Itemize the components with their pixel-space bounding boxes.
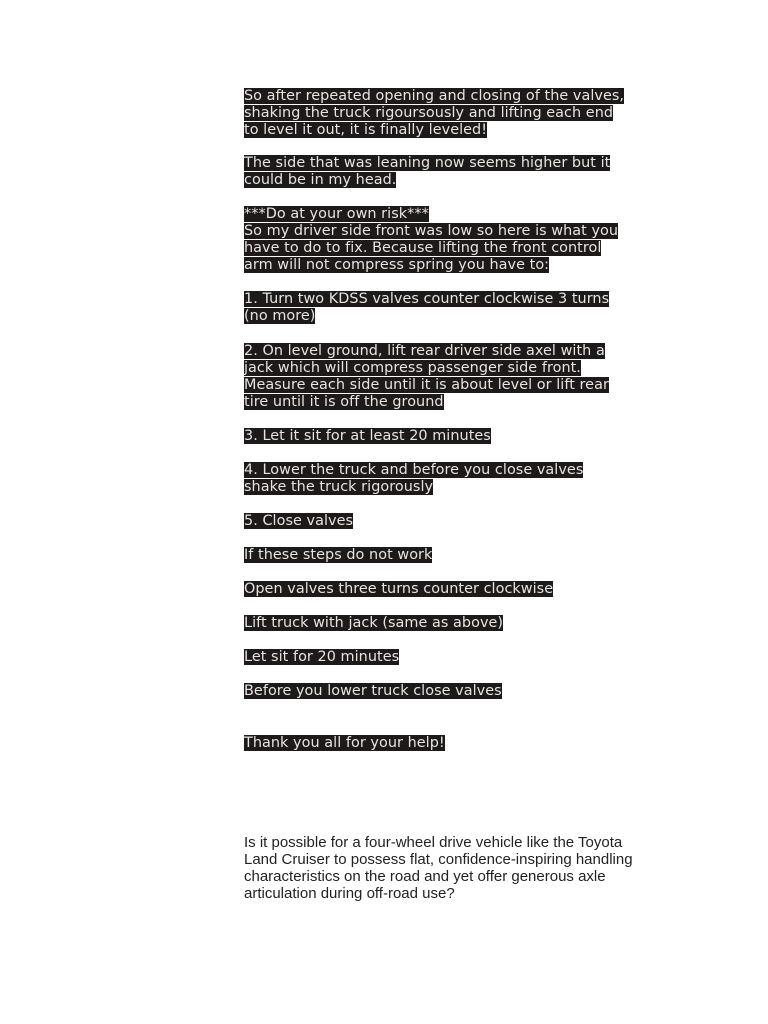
- paragraph-leaning: [244, 155, 664, 189]
- paragraph-risk: [244, 206, 664, 274]
- fallback-step-lift: [244, 615, 664, 632]
- text-line: (no more): [244, 308, 316, 324]
- text-line: Open valves three turns counter clockwise: [244, 581, 554, 597]
- text-line: Let sit for 20 minutes: [244, 649, 400, 665]
- fallback-step-close: [244, 683, 664, 700]
- text-line: 3. Let it sit for at least 20 minutes: [244, 428, 491, 444]
- text-line: 5. Close valves: [244, 513, 354, 529]
- step-3: [244, 428, 664, 445]
- step-1: [244, 291, 664, 325]
- text-line: Is it possible for a four-wheel drive vehicle like the Toyota: [244, 834, 623, 851]
- step-2: [244, 343, 664, 411]
- text-line: Land Cruiser to possess flat, confidence-inspiring handling: [244, 851, 633, 868]
- text-line: Lift truck with jack (same as above): [244, 615, 504, 631]
- text-line: So after repeated opening and closing of the valves,: [244, 88, 625, 104]
- step-4: [244, 462, 664, 496]
- step-5: [244, 513, 664, 530]
- thank-you: [244, 735, 664, 752]
- fallback-step-sit: [244, 649, 664, 666]
- text-line: 4. Lower the truck and before you close valves: [244, 462, 584, 478]
- text-line: jack which will compress passenger side front.: [244, 360, 581, 376]
- text-line: Before you lower truck close valves: [244, 683, 502, 699]
- text-line: ***Do at your own risk***: [244, 206, 429, 222]
- text-line: tire until it is off the ground: [244, 394, 444, 410]
- text-line: 1. Turn two KDSS valves counter clockwise 3 turns: [244, 291, 610, 307]
- text-line: Measure each side until it is about level or lift rear: [244, 377, 609, 393]
- text-line: If these steps do not work: [244, 547, 433, 563]
- text-line: articulation during off-road use?: [244, 885, 455, 902]
- text-line: have to do to fix. Because lifting the front control: [244, 240, 602, 256]
- text-line: 2. On level ground, lift rear driver side axel with a: [244, 343, 605, 359]
- text-line: could be in my head.: [244, 172, 397, 188]
- fallback-intro: [244, 547, 664, 564]
- text-line: shaking the truck rigoursously and lifting each end: [244, 105, 614, 121]
- text-line: to level it out, it is finally leveled!: [244, 122, 488, 138]
- paragraph-leveled: [244, 88, 664, 139]
- text-line: characteristics on the road and yet offer generous axle: [244, 868, 606, 885]
- text-line: So my driver side front was low so here is what you: [244, 223, 619, 239]
- question-paragraph: [244, 834, 664, 902]
- text-line: Thank you all for your help!: [244, 735, 445, 751]
- fallback-step-open: [244, 581, 664, 598]
- text-line: arm will not compress spring you have to:: [244, 257, 550, 273]
- text-line: shake the truck rigorously: [244, 479, 434, 495]
- text-line: The side that was leaning now seems higher but it: [244, 155, 611, 171]
